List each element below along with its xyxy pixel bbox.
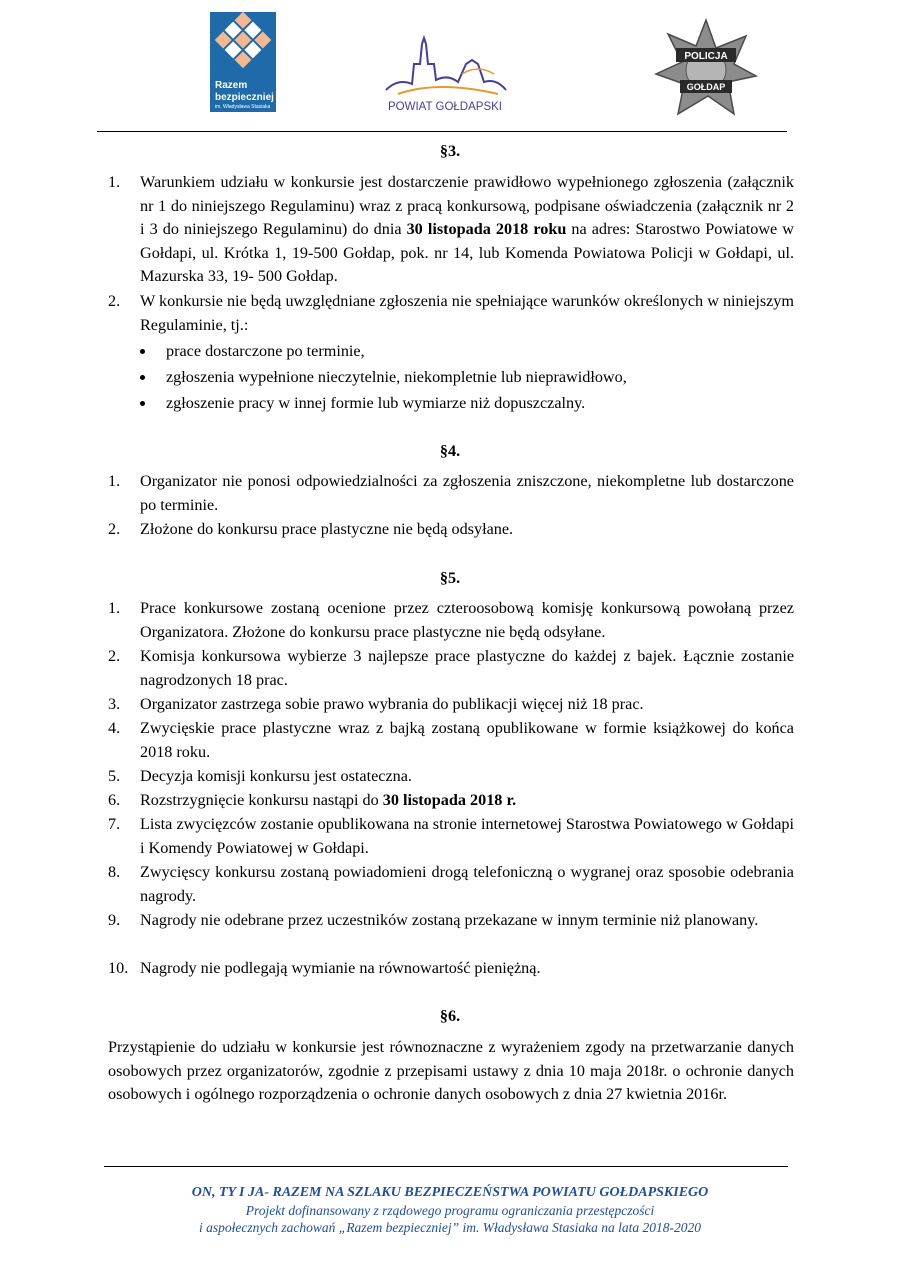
bullet-item bbox=[140, 392, 780, 416]
item-text: Organizator zastrzega sobie prawo wybrania do publikacji więcej niż 18 prac. bbox=[140, 695, 644, 713]
footer-divider bbox=[104, 1166, 788, 1167]
item-number: 9. bbox=[108, 911, 121, 929]
s4-item-1 bbox=[108, 470, 794, 517]
s3-item-2 bbox=[108, 290, 794, 337]
item-text: Nagrody nie podlegają wymianie na równowartość pieniężną. bbox=[140, 959, 541, 977]
bullet-item bbox=[140, 366, 780, 390]
item-number: 2. bbox=[108, 292, 121, 310]
item-number: 1. bbox=[108, 472, 121, 490]
item-text: Komisja konkursowa wybierze 3 najlepsze prace plastyczne do każdej z bajek. Łącznie zostanie nagrodzonych 18 prac. bbox=[140, 647, 794, 689]
s6-paragraph: Przystąpienie do udziału w konkursie jest równoznaczne z wyrażeniem zgody na przetwarzanie danych osobowych przez organizatorów, zgodnie z przepisami ustawy z dnia 10 maja 2018r. o ochronie danych osobowych i ogólnego rozporządzenia o ochronie danych osobowych z dnia 27 kwietnia 2016r. bbox=[108, 1038, 794, 1104]
s5-item-9 bbox=[108, 909, 794, 933]
item-text: Zwycięscy konkursu zostaną powiadomieni drogą telefoniczną o wygranej oraz sposobie odebrania nagrody. bbox=[140, 863, 794, 905]
footer-project-title: ON, TY I JA- RAZEM NA SZLAKU BEZPIECZEŃSTWA POWIATU GOŁDAPSKIEGO bbox=[191, 1185, 709, 1200]
bullet-text: zgłoszenia wypełnione nieczytelnie, niekompletnie lub nieprawidłowo, bbox=[166, 368, 627, 386]
razem-bezpieczniej-logo bbox=[210, 12, 276, 112]
item-text-cont: na adres: Starostwo Powiatowe w Gołdapi, ul. Krótka 1, 19-500 Gołdap, pok. nr 14, lub Komenda Powiatowa Policji w Gołdapi, ul. Mazurska 33, 19- 500 Gołdap. bbox=[140, 220, 794, 286]
item-number: 1. bbox=[108, 173, 121, 191]
section-6-heading: §6. bbox=[439, 1007, 461, 1025]
item-text: Decyzja komisji konkursu jest ostateczna. bbox=[140, 767, 412, 785]
item-text: W konkursie nie będą uwzględniane zgłoszenia nie spełniające warunków określonych w niniejszym Regulaminie, tj.: bbox=[140, 292, 794, 334]
s5-item-3 bbox=[108, 693, 794, 717]
powiat-goldapski-logo bbox=[378, 34, 513, 116]
page-header bbox=[0, 0, 900, 135]
bullet-item bbox=[140, 340, 780, 364]
razem-logo-line1: Razem bbox=[215, 80, 248, 91]
policja-logo-text: POLICJA bbox=[684, 51, 728, 62]
section-5-heading: §5. bbox=[439, 569, 461, 587]
item-number: 7. bbox=[108, 815, 121, 833]
item-number: 1. bbox=[108, 599, 121, 617]
header-divider bbox=[97, 131, 787, 132]
item-text: Warunkiem udziału w konkursie jest dostarczenie prawidłowo wypełnionego zgłoszenia (załącznik nr 1 do niniejszego Regulaminu) wraz z pracą konkursową, podpisane oświadczenia (załącznik nr 2 i 3 do niniejszego Regulaminu) do dnia bbox=[140, 173, 794, 239]
page-footer bbox=[0, 1184, 900, 1236]
item-number: 6. bbox=[108, 791, 121, 809]
s4-item-2 bbox=[108, 518, 794, 542]
deadline-date: 30 listopada 2018 roku bbox=[406, 220, 567, 239]
section-3-heading: §3. bbox=[439, 142, 461, 160]
s5-item-8 bbox=[108, 861, 794, 908]
s5-item-7 bbox=[108, 813, 794, 860]
section-4-heading: §4. bbox=[439, 442, 461, 460]
item-number: 10. bbox=[108, 959, 129, 977]
powiat-logo-text: POWIAT GOŁDAPSKI bbox=[388, 101, 502, 113]
bullet-text: prace dostarczone po terminie, bbox=[166, 342, 365, 360]
goldap-logo-text: GOŁDAP bbox=[686, 82, 726, 92]
bullet-icon bbox=[140, 349, 145, 354]
s5-item-1 bbox=[108, 597, 794, 644]
item-number: 5. bbox=[108, 767, 121, 785]
s5-item-6 bbox=[108, 789, 794, 813]
s3-item-1 bbox=[108, 171, 794, 289]
item-text: Lista zwycięzców zostanie opublikowana na stronie internetowej Starostwa Powiatowego w Gołdapi i Komendy Powiatowej w Gołdapi. bbox=[140, 815, 794, 857]
item-text: Organizator nie ponosi odpowiedzialności za zgłoszenia zniszczone, niekompletne lub dostarczone po terminie. bbox=[140, 472, 794, 514]
resolution-date: 30 listopada 2018 r. bbox=[382, 791, 517, 809]
bullet-icon bbox=[140, 401, 145, 406]
item-text: Rozstrzygnięcie konkursu nastąpi do bbox=[140, 791, 383, 809]
item-number: 8. bbox=[108, 863, 121, 881]
item-number: 2. bbox=[108, 647, 121, 665]
policja-goldap-logo bbox=[654, 18, 758, 122]
razem-logo-line2: bezpieczniej bbox=[215, 92, 274, 103]
footer-funding-line1: Projekt dofinansowany z rządowego programu ograniczania przestępczości bbox=[245, 1203, 655, 1218]
s5-item-4 bbox=[108, 717, 794, 764]
item-number: 2. bbox=[108, 520, 121, 538]
s5-item-5 bbox=[108, 765, 794, 789]
bullet-icon bbox=[140, 375, 145, 380]
footer-funding-line2: i aspołecznych zachowań „Razem bezpieczniej” im. Władysława Stasiaka na lata 2018-2020 bbox=[198, 1220, 702, 1235]
item-text: Zwycięskie prace plastyczne wraz z bajką zostaną opublikowane w formie książkowej do końca 2018 roku. bbox=[140, 719, 794, 761]
razem-logo-line3: im. Władysława Stasiaka bbox=[215, 104, 271, 110]
item-number: 4. bbox=[108, 719, 121, 737]
item-text: Nagrody nie odebrane przez uczestników zostaną przekazane w innym terminie niż planowany. bbox=[140, 911, 759, 929]
s5-item-10 bbox=[108, 957, 794, 981]
s5-item-2 bbox=[108, 645, 794, 692]
item-number: 3. bbox=[108, 695, 121, 713]
item-text: Prace konkursowe zostaną ocenione przez czteroosobową komisję konkursową powołaną przez Organizatora. Złożone do konkursu prace plastyczne nie będą odsyłane. bbox=[140, 599, 794, 641]
item-text: Złożone do konkursu prace plastyczne nie będą odsyłane. bbox=[140, 520, 514, 538]
bullet-text: zgłoszenie pracy w innej formie lub wymiarze niż dopuszczalny. bbox=[166, 394, 586, 412]
